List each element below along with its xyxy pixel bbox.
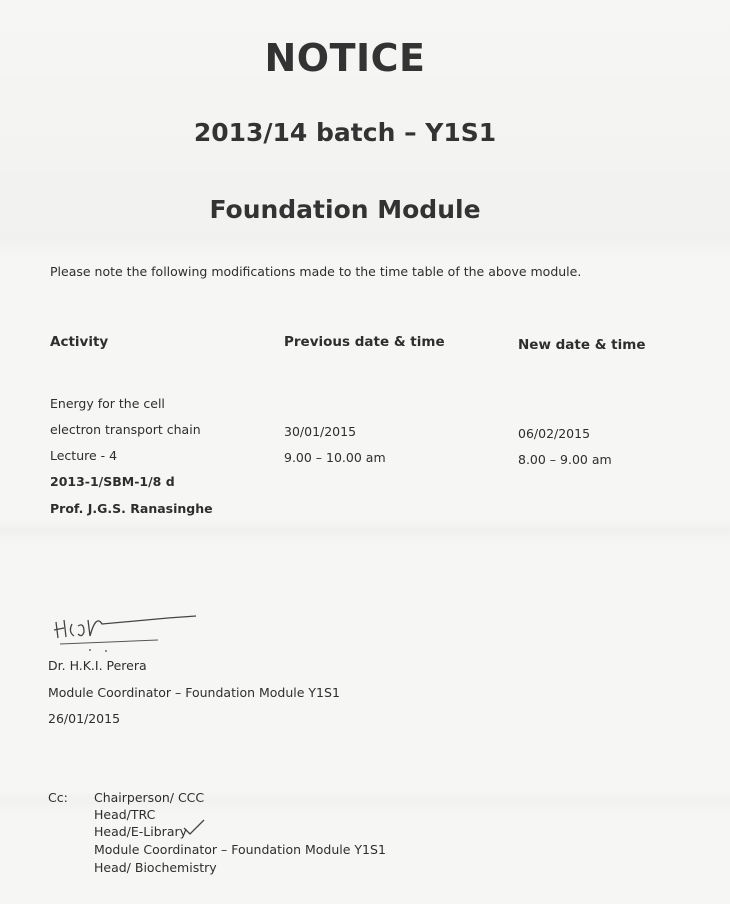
intro-text: Please note the following modifications made to the time table of the above module.	[50, 264, 582, 279]
cc-item: Head/E-Library	[94, 824, 188, 839]
activity-code: 2013-1/SBM-1/8 d	[50, 474, 175, 489]
new-date: 06/02/2015	[518, 426, 591, 441]
checkmark-icon	[182, 818, 206, 840]
header-previous: Previous date & time	[284, 334, 445, 350]
cc-item: Module Coordinator – Foundation Module Y1S1	[94, 842, 386, 857]
new-time: 8.00 – 9.00 am	[518, 452, 612, 467]
activity-line: Lecture - 4	[50, 448, 118, 463]
handwritten-signature	[48, 604, 208, 654]
lecturer-name: Prof. J.G.S. Ranasinghe	[50, 501, 213, 516]
notice-title: NOTICE	[264, 36, 426, 80]
header-new: New date & time	[518, 337, 646, 353]
cc-label: Cc:	[48, 790, 68, 805]
previous-time: 9.00 – 10.00 am	[284, 450, 386, 465]
activity-line: Energy for the cell	[50, 396, 165, 411]
previous-date: 30/01/2015	[284, 424, 357, 439]
header-activity: Activity	[50, 334, 109, 350]
cc-item: Head/ Biochemistry	[94, 860, 217, 875]
cc-item: Chairperson/ CCC	[94, 790, 205, 805]
signatory-name: Dr. H.K.I. Perera	[48, 658, 147, 673]
cc-item: Head/TRC	[94, 807, 156, 822]
module-heading: Foundation Module	[209, 195, 481, 224]
notice-date: 26/01/2015	[48, 711, 121, 726]
batch-heading: 2013/14 batch – Y1S1	[193, 118, 497, 147]
signatory-role: Module Coordinator – Foundation Module Y1S1	[48, 685, 340, 700]
activity-line: electron transport chain	[50, 422, 201, 437]
